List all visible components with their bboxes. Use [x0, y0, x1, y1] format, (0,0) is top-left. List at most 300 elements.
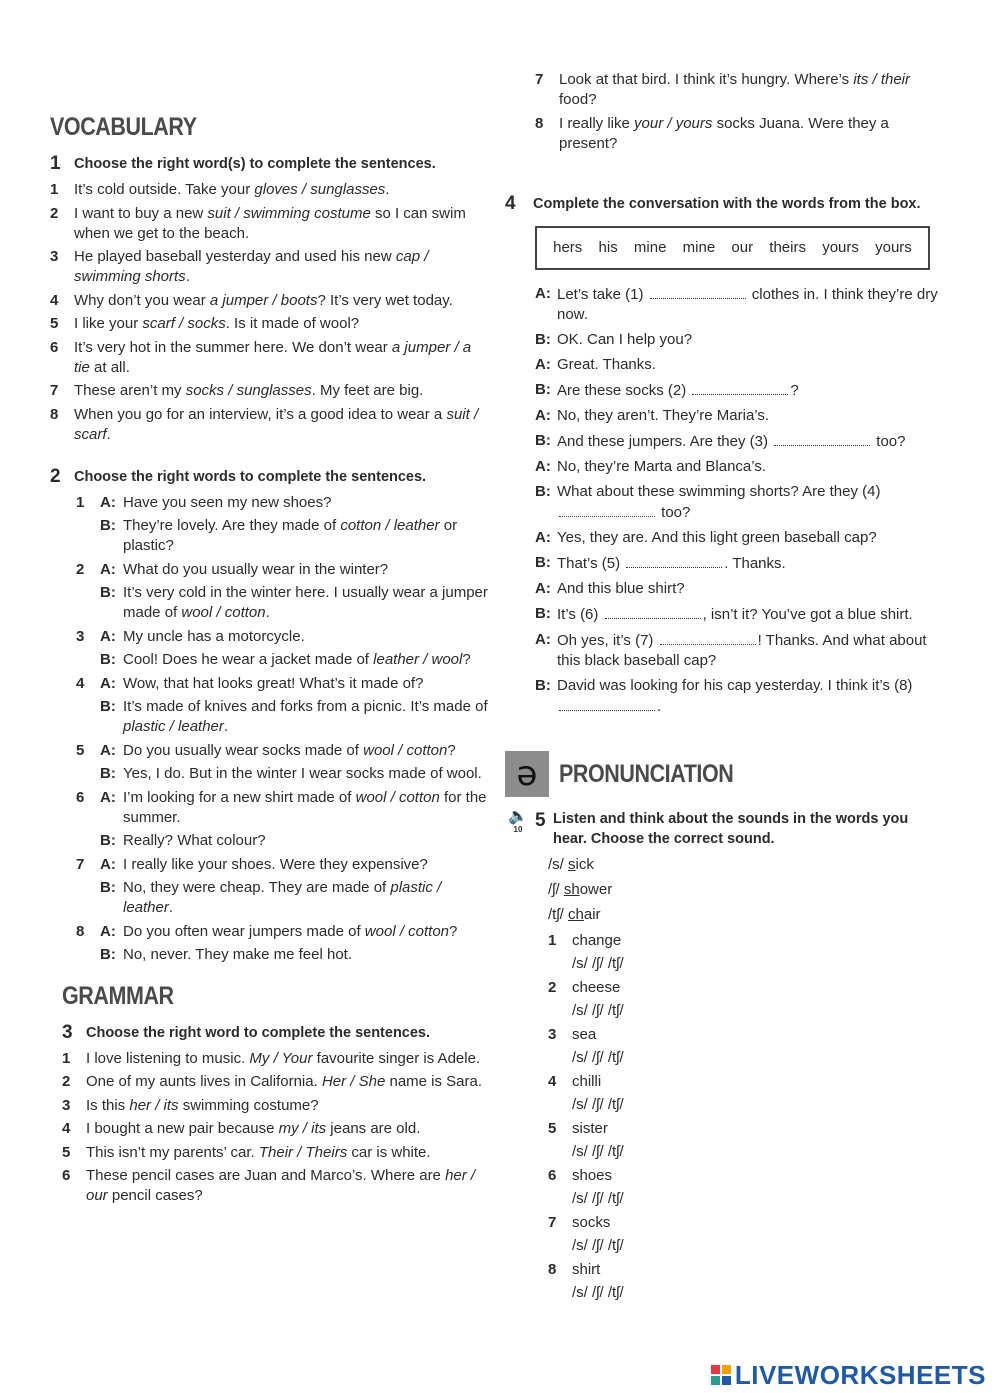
item-text: [559, 114, 945, 154]
speaker-a-text: [123, 493, 331, 513]
item-number: 2: [76, 560, 85, 578]
pronunciation-items: [505, 931, 945, 1303]
speaker-a-line: [100, 674, 490, 694]
item-number: 2: [50, 204, 59, 222]
sound-options[interactable]: /s/ /ʃ/ /tʃ/: [572, 954, 624, 972]
item-text-post: car is white.: [347, 1143, 431, 1161]
item-text-post: favourite singer is Adele.: [312, 1049, 481, 1067]
underlined-letters: ch: [568, 905, 584, 923]
line-text: [557, 579, 685, 599]
item-text-pre: When you go for an interview, it’s a good idea to wear a: [74, 405, 447, 423]
answer-blank[interactable]: [692, 380, 788, 395]
list-item: [50, 291, 490, 311]
speaker-label: A:: [535, 528, 551, 546]
list-item: [62, 1143, 490, 1163]
conversation-line: [535, 457, 945, 477]
line-text-post: . Thanks.: [724, 554, 786, 572]
right-column: [505, 70, 945, 1307]
exercise-instruction: Complete the conversation with the words from the box.: [533, 195, 921, 212]
speaker-a-text: [123, 674, 423, 694]
dialogue-body: [100, 627, 471, 670]
line-text-pre: Do you often wear jumpers made of: [123, 922, 365, 940]
item-number: 7: [50, 382, 59, 399]
word-box: [535, 226, 930, 270]
list-item: [62, 1049, 490, 1069]
box-word: mine: [633, 238, 667, 256]
speaker-b-line: [100, 583, 490, 623]
item-text-pre: I bought a new pair because: [86, 1120, 279, 1137]
line-text-post: clothes in. I think they’re dry now.: [557, 285, 938, 323]
conversation-line: [535, 676, 945, 717]
left-column: [50, 112, 490, 1210]
choice-options[interactable]: plastic / leather: [123, 717, 224, 735]
conversation-line: [535, 284, 945, 325]
line-text-pre: No, they aren’t. They’re Maria’s.: [557, 406, 770, 424]
item-text-pre: I want to buy a new: [74, 204, 208, 222]
line-text: Have you seen my new shoes?: [123, 493, 332, 511]
line-text-pre: Oh yes, it’s (7): [557, 631, 658, 649]
item-text: [74, 338, 490, 378]
track-number: 10: [513, 824, 523, 834]
line-text-pre: Yes, they are. And this light green baseball cap?: [557, 528, 877, 546]
pronunciation-word: [548, 1025, 945, 1045]
line-text-pre: No, they were cheap. They are made of: [123, 878, 391, 896]
dialogue-body: [100, 560, 490, 623]
exercise-number: 1: [50, 153, 61, 174]
list-item: [535, 114, 945, 154]
grammar-heading: GRAMMAR: [62, 981, 174, 1010]
choice-options[interactable]: Her / She: [321, 1073, 386, 1090]
list-item: [50, 247, 490, 287]
speaker-a-line: [100, 855, 490, 875]
speaker-label: B:: [535, 604, 551, 622]
word-rest: ower: [579, 880, 613, 898]
conversation-line: [535, 355, 945, 375]
sound-examples: [505, 855, 945, 925]
audio-track[interactable]: [505, 809, 531, 849]
speaker-label: B:: [535, 553, 551, 571]
dialogue-item: [76, 627, 490, 670]
exercise-5: [505, 809, 945, 1303]
speaker-icon[interactable]: 🔈: [508, 807, 528, 825]
exercise-3: [62, 1021, 490, 1207]
speaker-b-text: [123, 764, 482, 784]
item-number: 6: [50, 338, 59, 356]
item-text: [86, 1119, 420, 1139]
item-text: [74, 204, 490, 244]
speaker-b-line: [100, 878, 490, 918]
list-item: [50, 204, 490, 244]
choice-options[interactable]: her / its: [129, 1096, 179, 1114]
exercise-instruction: Listen and think about the sounds in the words you hear. Choose the correct sound.: [553, 810, 909, 847]
underlined-letters: s: [568, 855, 576, 873]
item-text-pre: Is this: [86, 1096, 130, 1114]
item-number: 5: [50, 315, 59, 332]
box-word: yours: [822, 238, 859, 256]
line-text: [557, 482, 945, 523]
line-text-pre: No, never. They make me feel hot.: [123, 945, 353, 963]
word: change: [572, 931, 622, 949]
speaker-b-text: [123, 697, 490, 737]
exercise-4-title: [505, 192, 945, 216]
line-text: [557, 380, 799, 401]
choice-options[interactable]: My / Your: [249, 1049, 313, 1067]
item-text-pre: These aren’t my: [74, 382, 186, 399]
item-number: 5: [76, 741, 85, 759]
speaker-a-line: [100, 922, 457, 942]
sound-options[interactable]: /s/ /ʃ/ /tʃ/: [572, 1236, 624, 1254]
speaker-a-text: [123, 627, 305, 647]
item-text: [86, 1096, 319, 1116]
dialogue-item: [76, 788, 490, 851]
item-text-post: . My feet are big.: [311, 382, 424, 399]
word: chilli: [572, 1072, 602, 1090]
exercise-1: [50, 152, 490, 445]
speaker-label: B:: [100, 831, 116, 849]
line-text-post: .: [168, 898, 174, 916]
list-item: [50, 180, 490, 200]
line-text-post: ?: [790, 381, 799, 399]
speaker-b-text: [123, 945, 352, 965]
item-number: 1: [50, 181, 59, 198]
item-text-post: so I can swim when we get to the beach.: [74, 204, 466, 242]
item-number: 5: [62, 1143, 71, 1161]
item-number: 1: [76, 493, 85, 511]
logo-text: LIVEWORKSHEETS: [734, 1360, 986, 1390]
conversation-line: [535, 553, 945, 574]
pronunciation-header: [505, 751, 945, 797]
pronunciation-word: [548, 1260, 945, 1280]
choice-options[interactable]: wool / cotton: [181, 603, 266, 621]
line-text-post: , isn’t it? You’ve got a blue shirt.: [702, 605, 913, 623]
item-number: 3: [50, 248, 59, 265]
item-number: 2: [548, 978, 557, 996]
line-text: [557, 528, 877, 548]
vocabulary-heading: VOCABULARY: [50, 113, 197, 141]
item-number: 3: [62, 1096, 71, 1114]
speaker-label: B:: [100, 878, 116, 896]
word: cheese: [572, 978, 621, 996]
item-text-pre: I like your: [74, 315, 143, 332]
exercise-instruction: Choose the right word to complete the sentences.: [86, 1024, 431, 1041]
sound-options[interactable]: /s/ /ʃ/ /tʃ/: [572, 1048, 624, 1066]
line-text: Wow, that hat looks great! What’s it made of?: [123, 674, 424, 692]
choice-options[interactable]: cotton / leather: [340, 516, 440, 534]
item-number: 4: [50, 291, 59, 309]
line-text-pre: And these jumpers. Are they (3): [557, 432, 773, 450]
choice-options[interactable]: your / yours: [634, 114, 713, 132]
ipa-symbol: /ʃ/: [548, 880, 564, 898]
list-item: [50, 314, 490, 334]
item-number: 7: [76, 855, 85, 873]
choice-options[interactable]: socks / sunglasses: [185, 382, 312, 399]
answer-blank[interactable]: [660, 630, 756, 645]
exercise-5-title: [505, 809, 945, 849]
conversation-line: [535, 604, 945, 625]
choice-options[interactable]: gloves / sunglasses: [254, 181, 386, 198]
line-text: [557, 630, 945, 671]
exercise-instruction: Choose the right words to complete the sentences.: [74, 468, 427, 485]
sound-example: [548, 905, 945, 925]
exercise-3-items-part2: [535, 70, 945, 154]
line-text: My uncle has a motorcycle.: [123, 627, 305, 645]
list-item: [62, 1096, 490, 1116]
item-number: 5: [548, 1119, 557, 1137]
choice-options[interactable]: scarf / socks: [142, 315, 226, 332]
line-text-pre: Let’s take (1): [557, 285, 648, 303]
speaker-b-text: [123, 583, 490, 623]
item-text-post: socks Juana. Were they a present?: [559, 114, 889, 152]
choice-options[interactable]: wool / cotton: [355, 788, 440, 806]
exercise-1-items: [50, 180, 490, 445]
line-text: [557, 355, 656, 375]
item-text-post: . Is it made of wool?: [225, 315, 360, 332]
item-number: 6: [62, 1167, 71, 1184]
choice-options[interactable]: cap / swimming shorts: [74, 248, 429, 285]
answer-blank[interactable]: [626, 553, 722, 568]
conversation-line: [535, 528, 945, 548]
speaker-label: A:: [100, 741, 116, 759]
item-text-pre: This isn’t my parents’ car.: [86, 1143, 259, 1161]
item-text-pre: I really like: [559, 114, 635, 132]
speaker-label: A:: [535, 406, 551, 424]
speaker-label: A:: [535, 457, 551, 475]
sound-example: [548, 880, 945, 900]
choice-options[interactable]: its / their: [853, 71, 911, 88]
line-text: [557, 431, 905, 452]
line-text-pre: That’s (5): [557, 554, 625, 572]
logo-grid-icon: [711, 1365, 731, 1385]
speaker-label: B:: [100, 516, 116, 534]
item-text: [559, 70, 945, 110]
liveworksheets-logo: [711, 1360, 986, 1390]
exercise-number: 5: [535, 809, 546, 831]
speaker-label: B:: [100, 697, 116, 715]
speaker-label: B:: [535, 330, 551, 348]
sound-options[interactable]: /s/ /ʃ/ /tʃ/: [572, 1142, 624, 1160]
item-text-pre: One of my aunts lives in California.: [86, 1073, 322, 1090]
choice-options[interactable]: plastic / leather: [123, 878, 442, 916]
list-item: [50, 338, 490, 378]
line-text-post: .: [657, 697, 662, 715]
item-text-post: jeans are old.: [326, 1120, 421, 1137]
speaker-b-line: [100, 697, 490, 737]
item-text-post: .: [185, 268, 190, 285]
box-word: theirs: [769, 238, 806, 256]
answer-blank[interactable]: [605, 604, 701, 619]
speaker-label: A:: [100, 493, 116, 511]
item-text-post: name is Sara.: [385, 1073, 483, 1090]
choice-options[interactable]: a jumper / boots: [209, 291, 318, 309]
choice-options[interactable]: Their / Theirs: [258, 1143, 348, 1161]
line-text-pre: Do you usually wear socks made of: [123, 741, 364, 759]
item-text-pre: He played baseball yesterday and used his new: [74, 248, 396, 265]
line-text: [557, 330, 692, 350]
item-number: 7: [548, 1213, 557, 1231]
line-text-post: too?: [872, 432, 906, 450]
item-text-pre: Look at that bird. I think it’s hungry. Where’s: [559, 71, 854, 88]
speaker-label: B:: [535, 431, 551, 449]
line-text: [557, 553, 786, 574]
choice-options[interactable]: suit / swimming costume: [207, 204, 371, 222]
answer-blank[interactable]: [559, 502, 655, 517]
item-number: 3: [548, 1025, 557, 1043]
pronunciation-word: [548, 1072, 945, 1092]
item-number: 1: [62, 1049, 71, 1067]
line-text-pre: It’s made of knives and forks from a picnic. It’s made of: [123, 697, 488, 715]
dialogue-body: [100, 788, 490, 851]
dialogue-item: [76, 560, 490, 623]
speaker-a-line: [100, 788, 490, 828]
speaker-label: B:: [100, 583, 116, 601]
choice-options[interactable]: wool / cotton: [363, 741, 448, 759]
line-text-pre: No, they’re Marta and Blanca’s.: [557, 457, 766, 475]
item-text-post: food?: [559, 91, 597, 108]
item-text-post: .: [106, 425, 111, 443]
speaker-b-line: [100, 516, 490, 556]
item-number: 1: [548, 931, 557, 949]
pronunciation-word: [548, 1119, 945, 1139]
answer-blank[interactable]: [774, 431, 870, 446]
dialogue-item: [76, 741, 490, 784]
speaker-label: B:: [535, 676, 551, 694]
underlined-letters: sh: [563, 880, 580, 898]
box-word: his: [598, 238, 618, 256]
dialogue-item: [76, 493, 490, 556]
line-text: [557, 457, 766, 477]
speaker-label: B:: [535, 482, 551, 500]
item-text: [86, 1072, 482, 1092]
dialogue-body: [100, 674, 490, 737]
speaker-a-line: [100, 493, 490, 513]
schwa-badge-icon: [505, 751, 549, 797]
speaker-a-text: [123, 560, 388, 580]
line-text-pre: What about these swimming shorts? Are they (4): [557, 482, 881, 500]
speaker-label: A:: [100, 922, 116, 940]
speaker-label: A:: [100, 855, 116, 873]
line-text: [557, 406, 769, 426]
choice-options[interactable]: her / our: [86, 1167, 476, 1204]
list-item: [62, 1072, 490, 1092]
word: sister: [572, 1119, 608, 1137]
item-text: [86, 1143, 431, 1163]
line-text-pre: It’s very cold in the winter here. I usually wear a jumper made of: [123, 583, 488, 621]
speaker-b-text: [123, 650, 471, 670]
sound-example: [548, 855, 945, 875]
speaker-label: A:: [535, 355, 551, 373]
line-text: [557, 284, 945, 325]
line-text: I really like your shoes. Were they expensive?: [123, 855, 428, 873]
speaker-b-text: [123, 831, 266, 851]
item-number: 2: [62, 1073, 71, 1090]
sound-options[interactable]: /s/ /ʃ/ /tʃ/: [572, 1095, 624, 1113]
sound-options[interactable]: /s/ /ʃ/ /tʃ/: [572, 1283, 624, 1301]
speaker-label: A:: [100, 560, 116, 578]
item-text-post: at all.: [89, 358, 130, 376]
conversation: [505, 284, 945, 717]
line-text-post: ! Thanks. And what about this black baseball cap?: [557, 631, 927, 669]
exercise-3-title: [62, 1021, 490, 1045]
item-text: [86, 1049, 480, 1069]
word-rest: air: [583, 905, 601, 923]
schwa-symbol: ə: [516, 753, 538, 794]
line-text-pre: David was looking for his cap yesterday. I think it’s (8): [557, 676, 913, 694]
item-number: 4: [62, 1120, 71, 1137]
speaker-label: A:: [100, 627, 116, 645]
choice-options[interactable]: my / its: [278, 1120, 327, 1137]
item-text-post: ? It’s very wet today.: [317, 291, 453, 309]
dialogue-item: [76, 855, 490, 918]
item-text-pre: These pencil cases are Juan and Marco’s. Where are: [86, 1167, 446, 1184]
sound-options[interactable]: /s/ /ʃ/ /tʃ/: [572, 1189, 624, 1207]
line-text-pre: Really? What colour?: [123, 831, 266, 849]
item-text-post: .: [385, 181, 390, 198]
pronunciation-word: [548, 931, 945, 951]
conversation-line: [535, 630, 945, 671]
word: shoes: [572, 1166, 613, 1184]
box-word: our: [731, 238, 754, 256]
dialogue-body: [100, 855, 490, 918]
choice-options[interactable]: leather / wool: [373, 650, 463, 668]
item-number: 8: [50, 405, 59, 423]
line-text-post: ?: [449, 922, 458, 940]
list-item: [535, 70, 945, 110]
speaker-label: B:: [100, 945, 116, 963]
word: socks: [572, 1213, 611, 1231]
item-text: [74, 247, 490, 287]
conversation-line: [535, 330, 945, 350]
word: shirt: [572, 1260, 601, 1278]
ipa-symbol: /tʃ/: [548, 905, 569, 923]
line-text-pre: Cool! Does he wear a jacket made of: [123, 650, 374, 668]
exercise-2-items: [50, 493, 490, 965]
choice-options[interactable]: suit / scarf: [74, 405, 479, 443]
line-text-pre: It’s (6): [557, 605, 603, 623]
line-text-pre: And this blue shirt?: [557, 579, 685, 597]
sound-options[interactable]: /s/ /ʃ/ /tʃ/: [572, 1001, 624, 1019]
dialogue-item: [76, 674, 490, 737]
conversation-line: [535, 406, 945, 426]
dialogue-body: [100, 922, 457, 965]
answer-blank[interactable]: [559, 696, 655, 711]
choice-options[interactable]: wool / cotton: [364, 922, 450, 940]
list-item: [62, 1119, 490, 1139]
line-text-pre: OK. Can I help you?: [557, 330, 693, 348]
speaker-a-text: [123, 855, 428, 875]
box-word: yours: [875, 238, 912, 256]
item-number: 6: [76, 788, 85, 806]
speaker-label: A:: [535, 284, 551, 302]
item-number: 3: [76, 627, 85, 645]
item-text: [74, 180, 389, 200]
line-text: [557, 604, 913, 625]
line-text-post: .: [265, 603, 270, 621]
line-text-post: too?: [657, 503, 691, 521]
exercise-2-title: [50, 465, 490, 489]
exercise-number: 4: [505, 192, 516, 214]
line-text: What do you usually wear in the winter?: [123, 560, 389, 578]
pronunciation-word: [548, 978, 945, 998]
answer-blank[interactable]: [650, 284, 746, 299]
box-word: hers: [553, 238, 583, 256]
choice-options[interactable]: a jumper / a tie: [74, 338, 472, 376]
item-number: 8: [76, 922, 85, 940]
item-number: 4: [76, 674, 85, 692]
line-text-pre: Yes, I do. But in the winter I wear socks made of wool.: [123, 764, 482, 782]
line-text-post: ?: [462, 650, 471, 668]
conversation-line: [535, 380, 945, 401]
speaker-b-text: [123, 878, 490, 918]
